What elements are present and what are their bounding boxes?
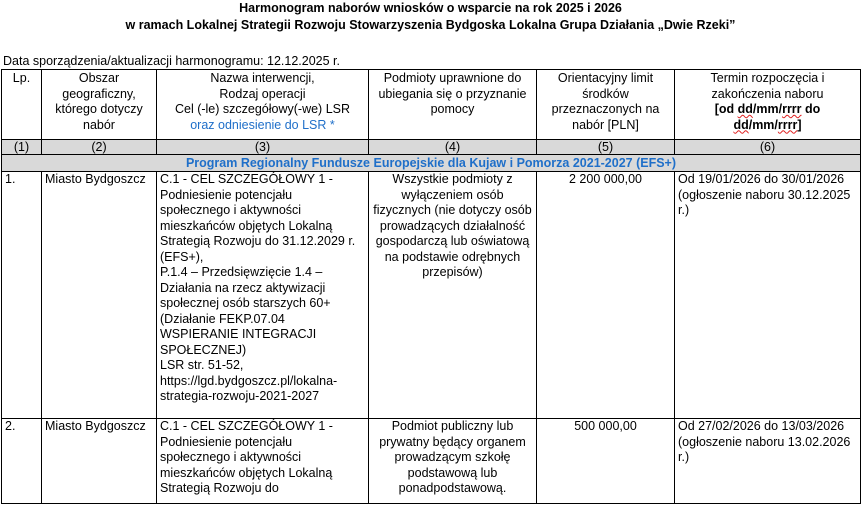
header-intervention-line1: Nazwa interwencji, — [210, 71, 315, 85]
term-dates: Od 27/02/2026 do 13/03/2026 — [678, 419, 845, 433]
header-intervention — [157, 70, 369, 140]
row-limit: 2 200 000,00 — [537, 172, 675, 419]
table-row — [2, 419, 861, 504]
term-announcement: (ogłoszenie naboru 13.02.2026 r.) — [678, 434, 851, 464]
column-number: (2) — [42, 140, 157, 155]
header-term — [675, 70, 861, 140]
update-date: Data sporządzenia/aktualizacji harmonogramu: 12.12.2025 r. — [3, 54, 341, 68]
row-lp: 2. — [2, 419, 42, 504]
intervention-line: (Działanie FEKP.07.04 WSPIERANIE INTEGRACJI SPOŁECZNEJ) — [160, 311, 317, 357]
header-term-format: [od dd/mm/rrrr do dd/mm/rrrr] — [714, 102, 821, 132]
lsr-reference-link[interactable]: oraz odniesienie do LSR * — [190, 117, 335, 132]
document-title: Harmonogram naborów wniosków o wsparcie na rok 2025 i 2026 — [239, 1, 622, 15]
table-row — [2, 172, 861, 419]
schedule-table — [1, 69, 861, 504]
term-dates: Od 19/01/2026 do 30/01/2026 — [678, 172, 845, 186]
header-limit: Orientacyjny limit środków przeznaczonych na nabór [PLN] — [537, 70, 675, 140]
document-subtitle: w ramach Lokalnej Strategii Rozwoju Stowarzyszenia Bydgoska Lokalna Grupa Działania „Dwie Rzeki” — [125, 18, 736, 32]
program-label: Program Regionalny Fundusze Europejskie dla Kujaw i Pomorza 2021-2027 (EFS+) — [2, 155, 861, 172]
program-row — [2, 155, 861, 172]
row-entities: Wszystkie podmioty z wyłączeniem osób fizycznych (nie dotyczy osób prowadzących działalność gospodarczą lub oświatową na podstawie odrębnych przepisów) — [369, 172, 537, 419]
column-number: (1) — [2, 140, 42, 155]
column-number: (4) — [369, 140, 537, 155]
term-announcement: (ogłoszenie naboru 30.12.2025 r.) — [678, 187, 851, 217]
column-number: (6) — [675, 140, 861, 155]
intervention-line: C.1 - CEL SZCZEGÓŁOWY 1 - Podniesienie potencjału społecznego i aktywności mieszkańców objętych Lokalną Strategią Rozwoju do — [160, 419, 333, 495]
row-area: Miasto Bydgoszcz — [42, 419, 157, 504]
row-limit: 500 000,00 — [537, 419, 675, 504]
header-term-line1: Termin rozpoczęcia i zakończenia naboru — [710, 71, 825, 101]
header-area: Obszar geograficzny, którego dotyczy nabór — [42, 70, 157, 140]
intervention-line: LSR str. 51-52, https://lgd.bydgoszcz.pl/lokalna-strategia-rozwoju-2021-2027 — [160, 358, 338, 403]
table-header-row — [2, 70, 861, 140]
header-entities: Podmioty uprawnione do ubiegania się o przyznanie pomocy — [369, 70, 537, 140]
row-intervention — [157, 419, 369, 504]
row-term — [675, 419, 861, 504]
header-intervention-line3: Cel (-le) szczegółowy(-we) LSR — [174, 102, 351, 116]
row-lp: 1. — [2, 172, 42, 419]
intervention-line: P.1.4 – Przedsięwzięcie 1.4 – Działania na rzecz aktywizacji społecznej osób starszych 60+ — [160, 265, 331, 310]
column-number-row — [2, 140, 861, 155]
header-lp: Lp. — [2, 70, 42, 140]
row-entities: Podmiot publiczny lub prywatny będący organem prowadzącym szkołę podstawową lub ponadpodstawową. — [369, 419, 537, 504]
column-number: (3) — [157, 140, 369, 155]
row-area: Miasto Bydgoszcz — [42, 172, 157, 419]
row-term — [675, 172, 861, 419]
column-number: (5) — [537, 140, 675, 155]
header-intervention-line2: Rodzaj operacji — [219, 86, 306, 101]
intervention-line: C.1 - CEL SZCZEGÓŁOWY 1 - Podniesienie potencjału społecznego i aktywności mieszkańców objętych Lokalną Strategią Rozwoju do 31.12.2029 r. (EFS+), — [160, 172, 356, 264]
row-intervention — [157, 172, 369, 419]
